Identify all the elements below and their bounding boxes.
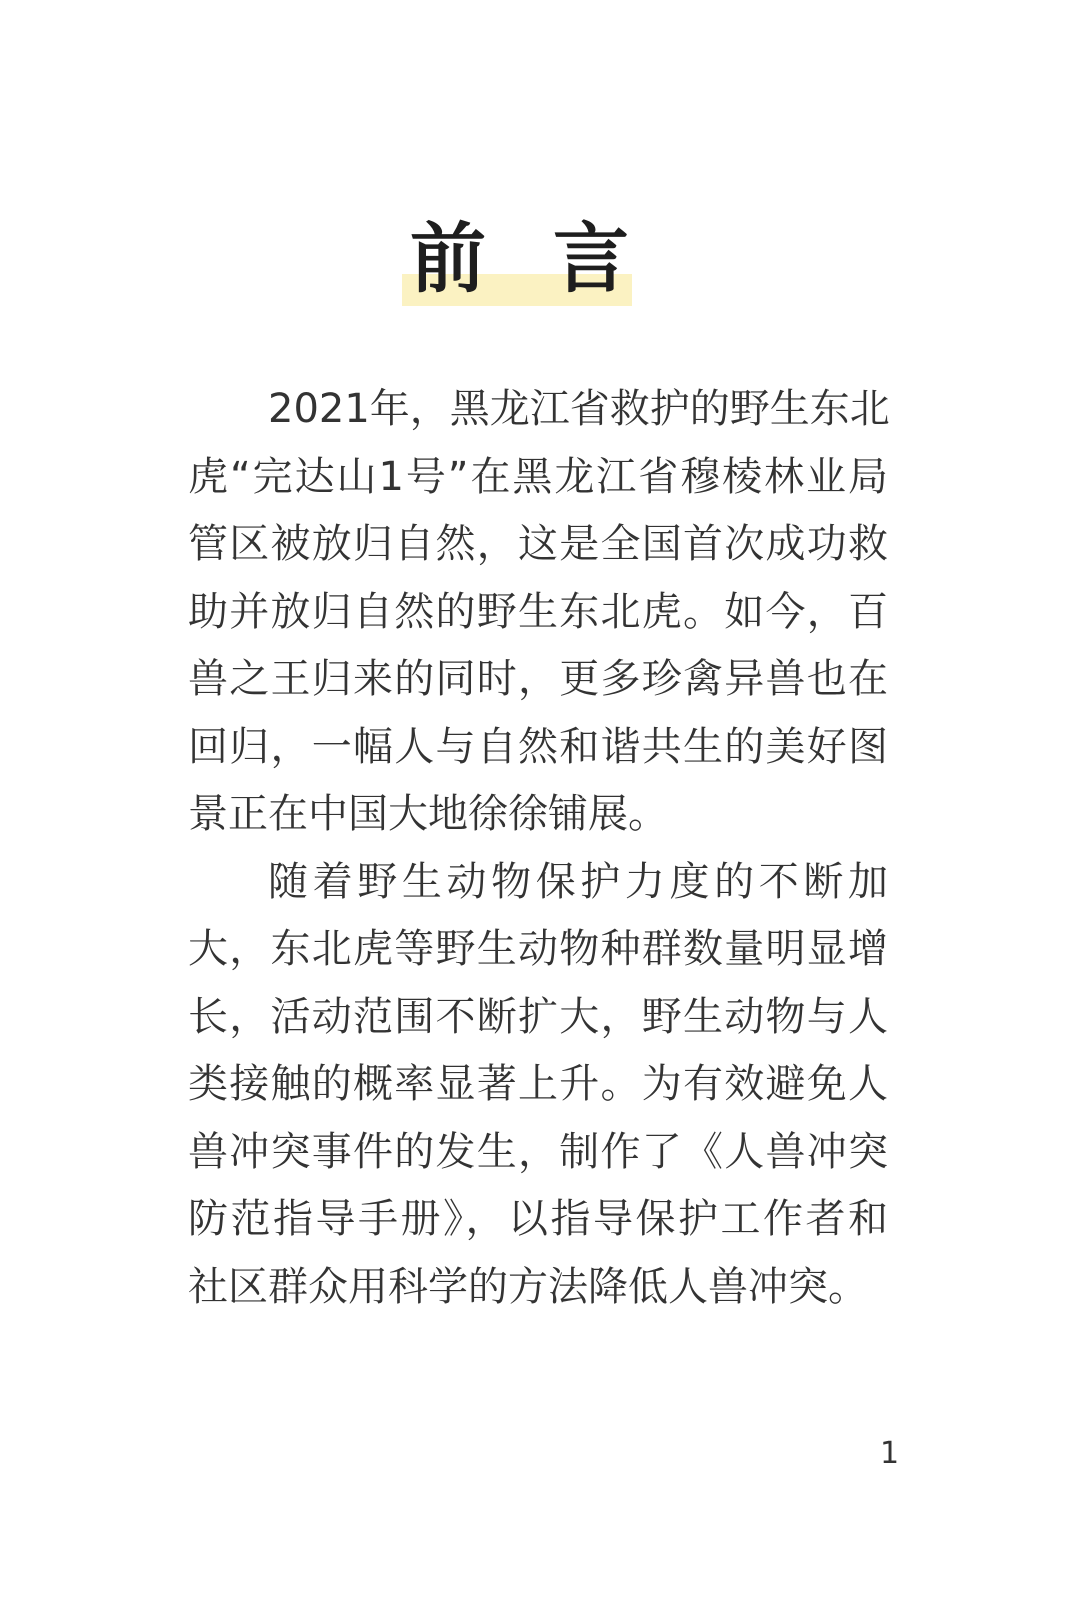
paragraph-1-line-3: 管区被放归自然，这是全国首次成功救 — [188, 521, 888, 567]
paragraph-2-line-7: 社区群众用科学的方法降低人兽冲突。 — [188, 1263, 868, 1310]
paragraph-2-line-3: 长，活动范围不断扩大，野生动物与人 — [188, 993, 888, 1040]
page-title — [0, 216, 1030, 306]
page-number: 1 — [880, 1436, 900, 1471]
paragraph-2-line-5: 兽冲突事件的发生，制作了《人兽冲突 — [188, 1128, 888, 1175]
paragraph-1-line-1: 2021年，黑龙江省救护的野生东北 — [268, 386, 890, 432]
paragraph-1-line-7: 景正在中国大地徐徐铺展。 — [188, 791, 668, 837]
title-char-1: 前 — [410, 214, 486, 303]
preface-body — [188, 376, 888, 1321]
paragraph-1-line-2: 虎“完达山1号”在黑龙江省穆棱林业局 — [188, 453, 888, 500]
paragraph-1-line-6: 回归，一幅人与自然和谐共生的美好图 — [188, 723, 888, 770]
paragraph-1-line-4: 助并放归自然的野生东北虎。如今，百 — [188, 588, 888, 635]
title-char-2: 言 — [553, 214, 629, 303]
paragraph-2-line-4: 类接触的概率显著上升。为有效避免人 — [188, 1061, 888, 1107]
paragraph-2-line-6: 防范指导手册》，以指导保护工作者和 — [188, 1196, 888, 1242]
paragraph-2-line-2: 大，东北虎等野生动物种群数量明显增 — [188, 926, 888, 972]
paragraph-1-line-5: 兽之王归来的同时，更多珍禽异兽也在 — [188, 656, 888, 702]
paragraph-2-line-1: 随着野生动物保护力度的不断加 — [268, 858, 888, 905]
